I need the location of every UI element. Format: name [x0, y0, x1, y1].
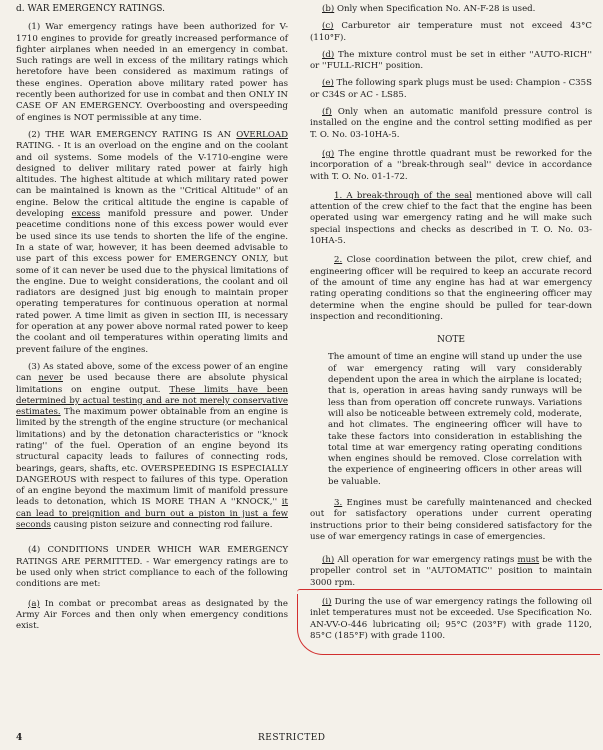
- text-b: Only when Specification No. AN-F-28 is used.: [334, 4, 536, 14]
- text-d: The mixture control must be set in either ''AUTO-RICH'' or ''FULL-RICH'' position.: [310, 49, 592, 72]
- section-title: d. WAR EMERGENCY RATINGS.: [16, 4, 165, 14]
- excess-text: excess: [71, 209, 101, 220]
- p2-body-2: manifold pressure and power. Under peacetime conditions none of this excess power would ever be used since its use tends to shorten the life of the engine. In a state of war, however, it has been deemed advisable to use part of this excess power for EMERGENCY ONLY, but some of it can never be used due to the physical limitations of the engine. Due to weight considerations, the coolant and oil radiators are designed just big enough to maintain proper operating temperatures for continuous operation at normal rated power. A time limit as given in section III, is necessary for operation at any power above normal rated power to keep the coolant and oil temperatures within operating limits and prevent failure of the engines.: [16, 209, 288, 355]
- text-g3: Engines must be carefully maintenanced and checked out for satisfactory operations under current operating instructions prior to their being considered satisfactory for the use of war emergency ratings in case of emergencies.: [310, 497, 592, 542]
- label-b: (b): [322, 4, 335, 14]
- paragraph-g1: [310, 191, 592, 247]
- text-g: The engine throttle quadrant must be reworked for the incorporation of a ''break-through seal'' device in accordance with T. O. No. 01-1-72.: [310, 148, 592, 182]
- paragraph-h: [310, 555, 592, 589]
- text-h-b: be with the propeller control set in ''AUTOMATIC'' position to maintain 3000 rpm.: [310, 555, 592, 588]
- label-f: (f): [322, 107, 332, 118]
- paragraph-a: [16, 599, 288, 633]
- label-h: (h): [322, 555, 335, 566]
- p3-c: The maximum power obtainable from an engine is limited by the strength of the engine structure (or mechanical limitations) and by the detonation characteristics or ''knock rating'' of the fuel. Operation of an engine beyond its structural capacity leads to failures of connecting rods, bearings, gears, shafts, etc. OVERSPEEDING IS ESPECIALLY DANGEROUS with respect to failures of this type. Operation of an engine beyond the maximum limit of manifold pressure leads to detonation, which IS MORE THAN A ''KNOCK,'': [16, 407, 288, 508]
- text-f: Only when an automatic manifold pressure control is installed on the engine and the control setting modified as per T. O. No. 03-10HA-5.: [310, 107, 592, 140]
- note-body: The amount of time an engine will stand up under the use of war emergency rating will vary considerably dependent upon the area in which the airplane is located; that is, operation in areas having sandy runways will be less than from operation off concrete runways. Variations will also be noticeable between extremely cold, moderate, and hot climates. The engineering officer will have to take these factors into consideration in establishing the total time at war emergency rating operating conditions when engines should be removed. Close correlation with the experience of engineering officers in other areas will be valuable.: [328, 352, 582, 487]
- label-e: (e): [322, 78, 334, 89]
- overload-text: OVERLOAD: [236, 129, 288, 140]
- p3-a: (3) As stated above, some of the excess power of an engine can: [16, 361, 288, 384]
- p3-b: be used because there are absolute physical limitations on engine output.: [16, 373, 288, 395]
- text-c: Carburetor air temperature must not exceed 43°C (110°F).: [310, 21, 592, 43]
- label-a: (a): [28, 598, 40, 609]
- text-g1: mentioned above will call attention of the crew chief to the fact that the engine has been operated using war emergency rating and he will make such special inspections and checks as described in T. O. No. 03-10HA-5.: [310, 190, 593, 247]
- paragraph-g: [310, 149, 592, 183]
- right-column: [310, 4, 592, 642]
- text-i: During the use of war emergency ratings the following oil inlet temperatures must not be exceeded. Use Specification No. AN-VV-O-446 lubricating oil; 95°C (203°F) with grade 1120, 85°C (185°F) with grade 1100.: [310, 597, 592, 641]
- text-e: The following spark plugs must be used: Champion - C35S or C34S or AC - LS85.: [310, 78, 592, 100]
- classification-label: RESTRICTED: [258, 733, 326, 743]
- red-annotation-top: [297, 589, 602, 592]
- p3-d: causing piston seizure and connecting rod failure.: [50, 520, 273, 531]
- paragraph-c: [310, 21, 592, 44]
- p2-body: RATING. - It is an overload on the engine and on the coolant and oil systems. Some models of the V-1710-engine were designed to deliver military rated power at fairly high altitudes. The highest altitude at which military rated power can be maintained is known as the ''Critical Altitude'' of an engine. Below the critical altitude the engine is capable of developing: [16, 141, 288, 220]
- limits-text: These limits have been determined by actual testing and are not merely conservative estimates.: [16, 384, 288, 418]
- label-g: (g): [322, 148, 335, 159]
- paragraph-g2: [310, 255, 592, 323]
- paragraph-d: [310, 50, 592, 73]
- page-number: 4: [16, 733, 23, 743]
- paragraph-e: [310, 78, 592, 101]
- text-h-a: All operation for war emergency ratings: [334, 555, 518, 566]
- never-text: never: [38, 373, 63, 384]
- paragraph-b: [310, 4, 592, 15]
- p2-heading: (2) THE WAR EMERGENCY RATING IS AN: [28, 129, 232, 140]
- label-g2: 2.: [334, 255, 343, 266]
- paragraph-f: [310, 107, 592, 141]
- paragraph-1: (1) War emergency ratings have been authorized for V-1710 engines to provide for greatly increased performance of fighter airplanes when needed in an emergency in combat. Such ratings are well in excess of the military ratings which heretofore have been considered as maximum ratings of these engines. Operation above military rated power has recently been authorized for use in combat and then ONLY IN CASE OF AN EMERGENCY. Overboosting and overspeeding of engines is NOT permissible at any time.: [16, 22, 288, 123]
- label-g1: 1. A break-through of the seal: [334, 190, 473, 201]
- preignition-text: it can lead to preignition and burn out a piston in just a few seconds: [16, 497, 288, 531]
- text-a: In combat or precombat areas as designated by the Army Air Forces and then only when emergency conditions exist.: [16, 598, 288, 632]
- label-d: (d): [322, 49, 335, 60]
- label-g3: 3.: [334, 497, 343, 508]
- note-title: NOTE: [437, 335, 465, 346]
- paragraph-2: [16, 130, 288, 356]
- paragraph-g3: [310, 498, 592, 543]
- text-g2: Close coordination between the pilot, crew chief, and engineering officer will be required to keep an accurate record of the amount of time any engine has had at war emergency rating operating conditions so that the engineering officer may determine when the engine should be pulled for tear-down inspection and reconditioning.: [310, 255, 592, 322]
- paragraph-4: (4) CONDITIONS UNDER WHICH WAR EMERGENCY RATINGS ARE PERMITTED. - War emergency ratings are to be used only when strict compliance to each of the following conditions are met:: [16, 545, 288, 590]
- paragraph-3: [16, 362, 288, 531]
- left-column: [16, 4, 288, 632]
- must-text: must: [517, 555, 540, 566]
- label-i: (i): [322, 597, 332, 608]
- label-c: (c): [322, 21, 334, 32]
- red-annotation-bracket: [297, 594, 600, 655]
